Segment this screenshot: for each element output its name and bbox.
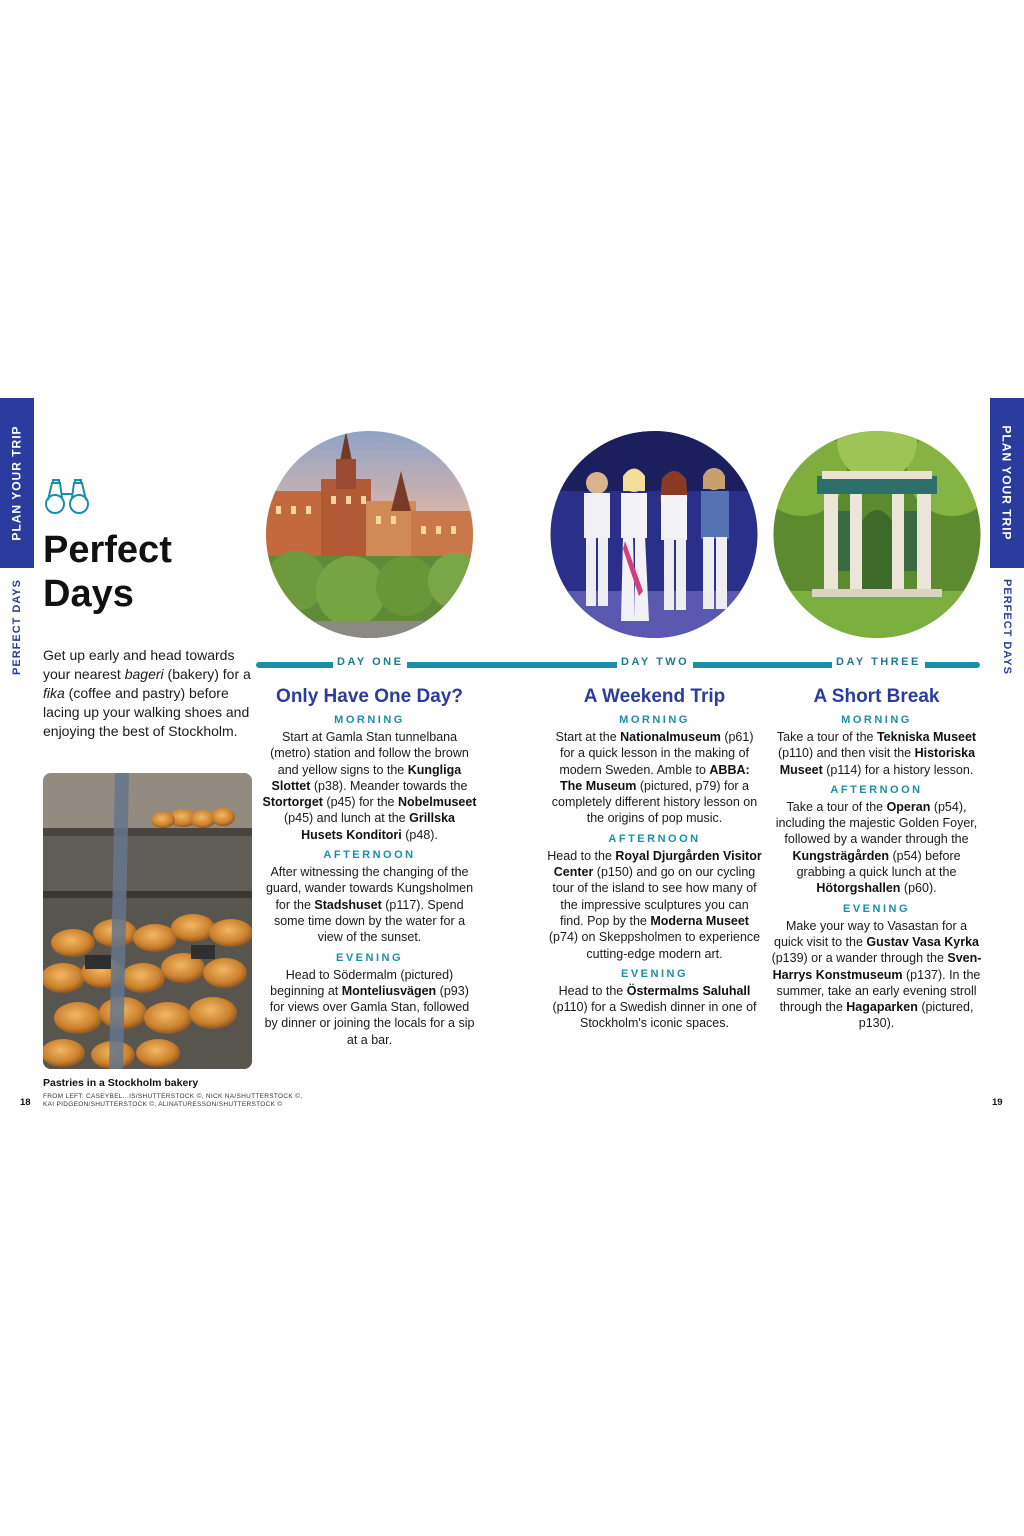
day-two-afternoon-text: Head to the Royal Djurgården Visitor Center (p150) and go on our cycling tour of the island to see how many of the impressive sculptures you can find. Pop by the Moderna Museet (p74) on Skeppsholmen to experience cutting-edge modern art. [547,848,762,961]
day-two-afternoon-label: AFTERNOON [608,832,701,845]
day-two-morning-text: Start at the Nationalmuseum (p61) for a quick lesson in the making of modern Sweden. Amble to ABBA: The Museum (pictured, p79) for a completely different history lesson on the origins of pop music. [551,730,758,826]
intro-part1: Get up early and head towards your nearest [43,647,235,682]
page-number-right: 19 [992,1097,1003,1108]
day-three-evening-label: EVENING [842,902,910,915]
photo-credits [43,1093,302,1108]
day-one-morning-label: MORNING [334,714,405,726]
side-tab-right-label: PLAN YOUR TRIP [1000,425,1014,541]
day-two-evening-text: Head to the Östermalms Saluhall (p110) for a Swedish dinner in one of Stockholm's iconic spaces. [552,983,757,1031]
day-three-evening-text: Make your way to Vasastan for a quick visit to the Gustav Vasa Kyrka (p139) or a wander through the Sven-Harrys Konstmuseum (p137). In the summer, take an early evening stroll through the Hagaparken (pictured, p130). [771,918,982,1031]
intro-part2: (bakery) for a [163,666,251,682]
day-two-photo [549,431,759,638]
day-one-evening-text: Head to Södermalm (pictured) beginning at Monteliusvägen (p93) for views over Gamla Stan, followed by dinner or joining the locals for a sip at a bar. [264,967,475,1047]
day-one-afternoon-label: AFTERNOON [323,849,416,862]
side-sub-left-label: PERFECT DAYS [11,579,24,675]
timeline-day-two: DAY TWO [617,656,693,668]
day-three-photo [772,431,982,638]
bakery-photo [43,773,252,1069]
page-title [43,528,243,616]
side-sub-right-label: PERFECT DAYS [1001,579,1014,675]
day-three-morning-text: Take a tour of the Tekniska Museet (p110) and then visit the Historiska Museet (p114) for a history lesson. [776,730,977,777]
side-tab-left-label: PLAN YOUR TRIP [10,425,24,541]
day-two-evening-label: EVENING [620,967,688,980]
day-three-column [770,686,983,1032]
day-one-morning-text: Start at Gamla Stan tunnelbana (metro) station and follow the brown and yellow signs to the Kungliga Slottet (p38). Meander towards the Stortorget (p45) for the Nobelmuseet (p45) and lunch at the Grillska Husets Konditori (p48). [262,730,477,842]
day-one-title: Only Have One Day? [276,686,463,707]
intro-bageri: bageri [124,666,164,682]
day-two-morning-label: MORNING [619,714,690,726]
side-sub-right [990,572,1024,682]
day-two-title: A Weekend Trip [583,686,726,707]
day-three-afternoon-label: AFTERNOON [830,783,923,796]
side-sub-left [0,572,34,682]
day-two-column [547,686,762,1032]
day-one-column [262,686,477,1048]
photo-credits-line2: KAI PIDGEON/SHUTTERSTOCK ©, ALINATURESSON/SHUTTERSTOCK © [43,1100,283,1108]
page-number-left: 18 [20,1097,31,1108]
page-title-line1: Perfect [43,529,172,571]
side-tab-left [0,398,34,568]
day-three-title: A Short Break [813,686,940,707]
photo-credits-line1: FROM LEFT: CASEYBEL...IS/SHUTTERSTOCK ©, NICK NA/SHUTTERSTOCK ©, [43,1093,303,1100]
timeline-day-three: DAY THREE [832,656,925,668]
day-one-evening-label: EVENING [335,951,403,964]
binoculars-icon [43,478,91,516]
intro-text [43,646,253,741]
page-title-line2: Days [43,573,134,615]
intro-fika: fika [43,685,65,701]
day-three-afternoon-text: Take a tour of the Operan (p54), including the majestic Golden Foyer, followed by a wander through the Kungsträgården (p54) before grabbing a quick lunch at the Hötorgshallen (p60). [775,799,978,896]
intro-part3: (coffee and pastry) before lacing up your walking shoes and enjoying the best of Stockholm. [43,685,250,739]
day-three-morning-label: MORNING [841,714,912,726]
side-tab-right [990,398,1024,568]
day-one-afternoon-text: After witnessing the changing of the guard, wander towards Kungsholmen for the Stadshuset (p117). Spend some time down by the water for a view of the sunset. [265,865,474,945]
photo-caption: Pastries in a Stockholm bakery [43,1077,199,1089]
day-one-photo [266,431,473,638]
timeline-day-one: DAY ONE [333,656,407,668]
